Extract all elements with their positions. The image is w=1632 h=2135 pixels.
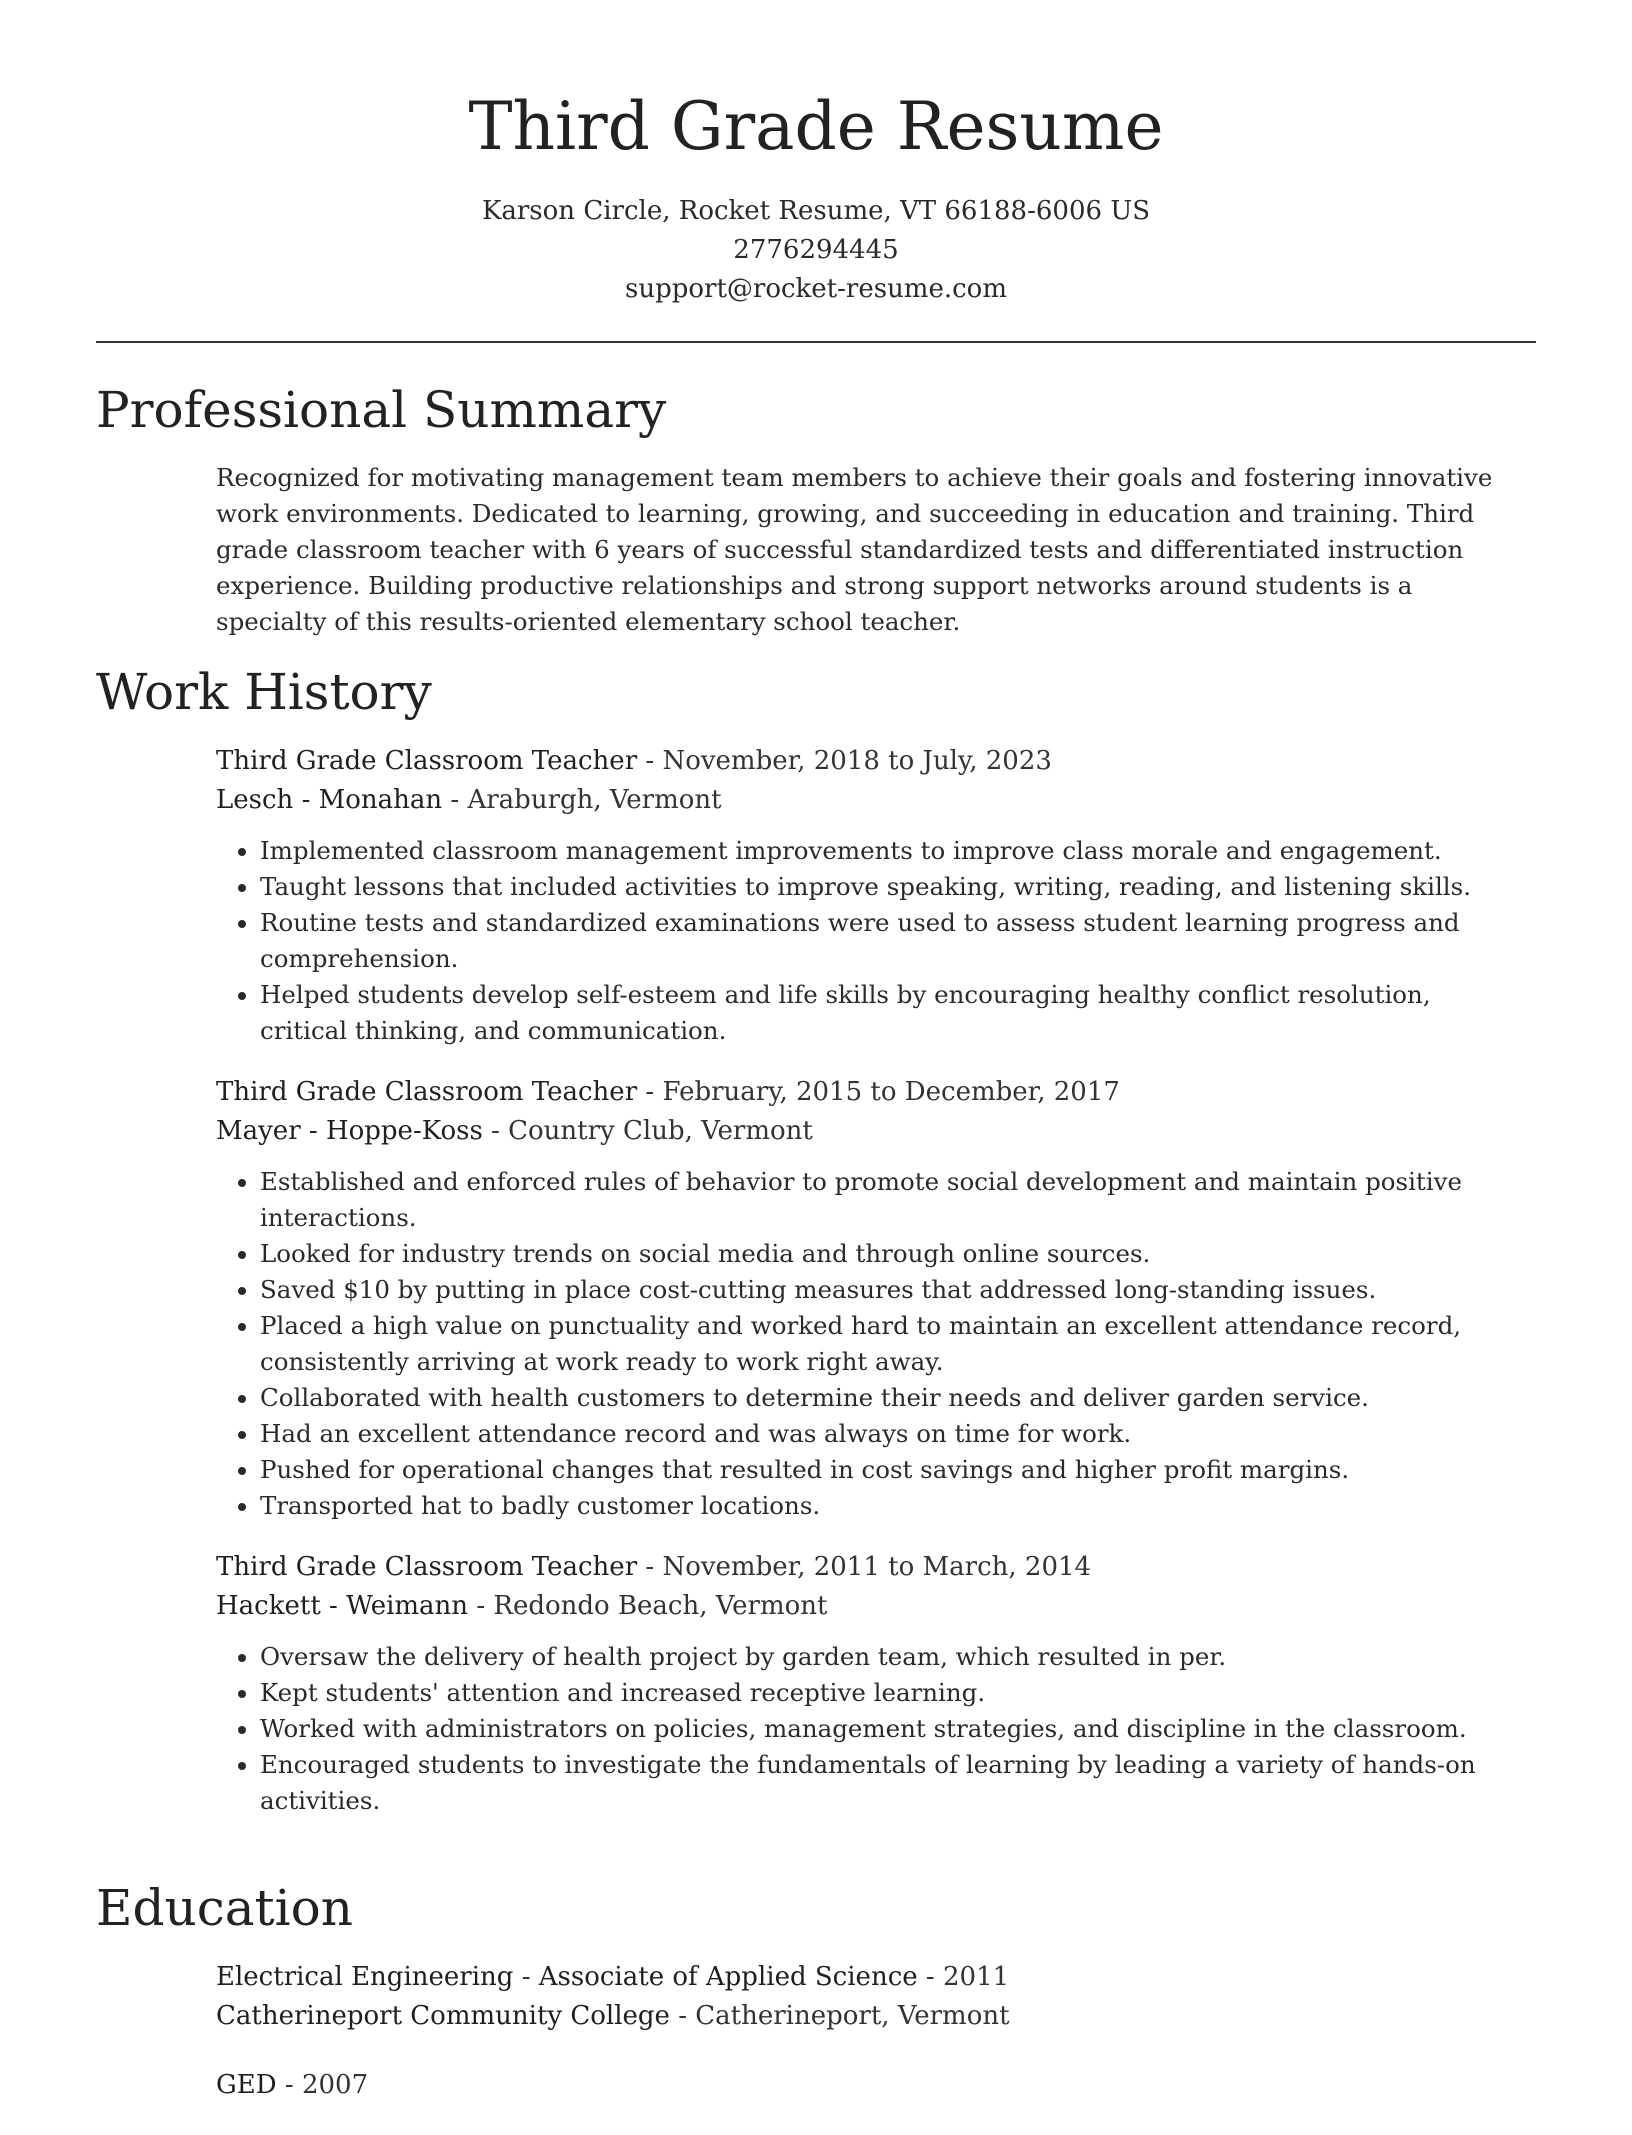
summary-section — [216, 460, 1516, 640]
list-item: • Looked for industry trends on social media and through online sources. — [260, 1236, 1516, 1272]
job-role: Third Grade Classroom Teacher — [216, 746, 638, 776]
education-degree: Associate of Applied Science — [538, 1962, 918, 1992]
education-entry — [216, 1958, 1516, 2036]
job-title-line — [216, 742, 1516, 781]
list-item: • Encouraged students to investigate the fundamentals of learning by leading a variety of hands-on activities. — [260, 1747, 1516, 1819]
work-history-heading: Work History — [96, 663, 432, 721]
list-item: • Taught lessons that included activities to improve speaking, writing, reading, and listening skills. — [260, 869, 1516, 905]
separator: - — [491, 1116, 509, 1146]
list-item: • Implemented classroom management improvements to improve class morale and engagement. — [260, 833, 1516, 869]
list-item: • Routine tests and standardized examinations were used to assess student learning progress and comprehension. — [260, 905, 1516, 977]
summary-text: Recognized for motivating management team members to achieve their goals and fostering innovative work environments. Dedicated to learning, growing, and succeeding in education and training. Third grade classroom teacher with 6 years of successful standardized tests and differentiated instruction experience. Building productive relationships and strong support networks around students is a specialty of this results-oriented elementary school teacher. — [216, 463, 1493, 636]
education-school-line — [216, 1997, 1516, 2036]
education-heading: Education — [96, 1879, 353, 1937]
list-item: • Helped students develop self-esteem and life skills by encouraging healthy conflict resolution, critical thinking, and communication. — [260, 977, 1516, 1049]
job-dates: November, 2011 to March, 2014 — [662, 1552, 1092, 1582]
job-dates: November, 2018 to July, 2023 — [662, 746, 1052, 776]
education-section — [216, 1958, 1516, 2135]
contact-phone: 2776294445 — [733, 235, 899, 265]
separator: - — [678, 2001, 696, 2031]
education-location: Catherineport, Vermont — [695, 2001, 1010, 2031]
list-item: • Saved $10 by putting in place cost-cutting measures that addressed long-standing issues. — [260, 1272, 1516, 1308]
list-item: • Established and enforced rules of behavior to promote social development and maintain positive interactions. — [260, 1164, 1516, 1236]
list-item: • Had an excellent attendance record and was always on time for work. — [260, 1416, 1516, 1452]
list-item: • Kept students' attention and increased receptive learning. — [260, 1675, 1516, 1711]
job-company-line — [216, 1587, 1516, 1626]
list-item: • Collaborated with health customers to determine their needs and deliver garden service. — [260, 1380, 1516, 1416]
job-entry — [216, 742, 1516, 1049]
separator: - — [925, 1962, 943, 1992]
separator: - — [645, 746, 663, 776]
separator: - — [476, 1591, 494, 1621]
header-divider — [96, 341, 1536, 343]
job-location: Araburgh, Vermont — [467, 785, 722, 815]
job-company-line — [216, 781, 1516, 820]
job-location: Country Club, Vermont — [508, 1116, 813, 1146]
education-year: 2007 — [301, 2070, 369, 2100]
job-bullets — [216, 1639, 1516, 1819]
separator: - — [645, 1552, 663, 1582]
list-item: • Transported hat to badly customer locations. — [260, 1488, 1516, 1524]
education-degree: GED — [216, 2070, 277, 2100]
job-role: Third Grade Classroom Teacher — [216, 1552, 638, 1582]
education-school: Catherineport Community College — [216, 2001, 670, 2031]
education-year: 2011 — [942, 1962, 1010, 1992]
job-entry — [216, 1073, 1516, 1524]
contact-email: support@rocket-resume.com — [624, 274, 1007, 304]
separator: - — [284, 2070, 302, 2100]
job-company: Hackett - Weimann — [216, 1591, 469, 1621]
job-company: Mayer - Hoppe-Koss — [216, 1116, 483, 1146]
job-company: Lesch - Monahan — [216, 785, 443, 815]
job-role: Third Grade Classroom Teacher — [216, 1077, 638, 1107]
job-dates: February, 2015 to December, 2017 — [662, 1077, 1120, 1107]
resume-header — [96, 84, 1536, 309]
contact-info — [96, 192, 1536, 309]
work-history-section — [216, 742, 1516, 1843]
job-title-line — [216, 1073, 1516, 1112]
job-location: Redondo Beach, Vermont — [493, 1591, 828, 1621]
summary-heading: Professional Summary — [96, 381, 667, 439]
education-entry — [216, 2066, 1516, 2105]
separator: - — [521, 1962, 539, 1992]
job-title-line — [216, 1548, 1516, 1587]
list-item: • Pushed for operational changes that resulted in cost savings and higher profit margins. — [260, 1452, 1516, 1488]
separator: - — [450, 785, 468, 815]
resume-title: Third Grade Resume — [468, 88, 1164, 165]
list-item: • Worked with administrators on policies, management strategies, and discipline in the classroom. — [260, 1711, 1516, 1747]
contact-address: Karson Circle, Rocket Resume, VT 66188-6006 US — [481, 196, 1151, 226]
job-bullets — [216, 1164, 1516, 1524]
list-item: • Oversaw the delivery of health project by garden team, which resulted in per. — [260, 1639, 1516, 1675]
separator: - — [645, 1077, 663, 1107]
education-degree-line — [216, 2066, 1516, 2105]
job-bullets — [216, 833, 1516, 1049]
job-entry — [216, 1548, 1516, 1819]
education-field: Electrical Engineering — [216, 1962, 514, 1992]
job-company-line — [216, 1112, 1516, 1151]
education-degree-line — [216, 1958, 1516, 1997]
list-item: • Placed a high value on punctuality and worked hard to maintain an excellent attendance record, consistently arriving at work ready to work right away. — [260, 1308, 1516, 1380]
